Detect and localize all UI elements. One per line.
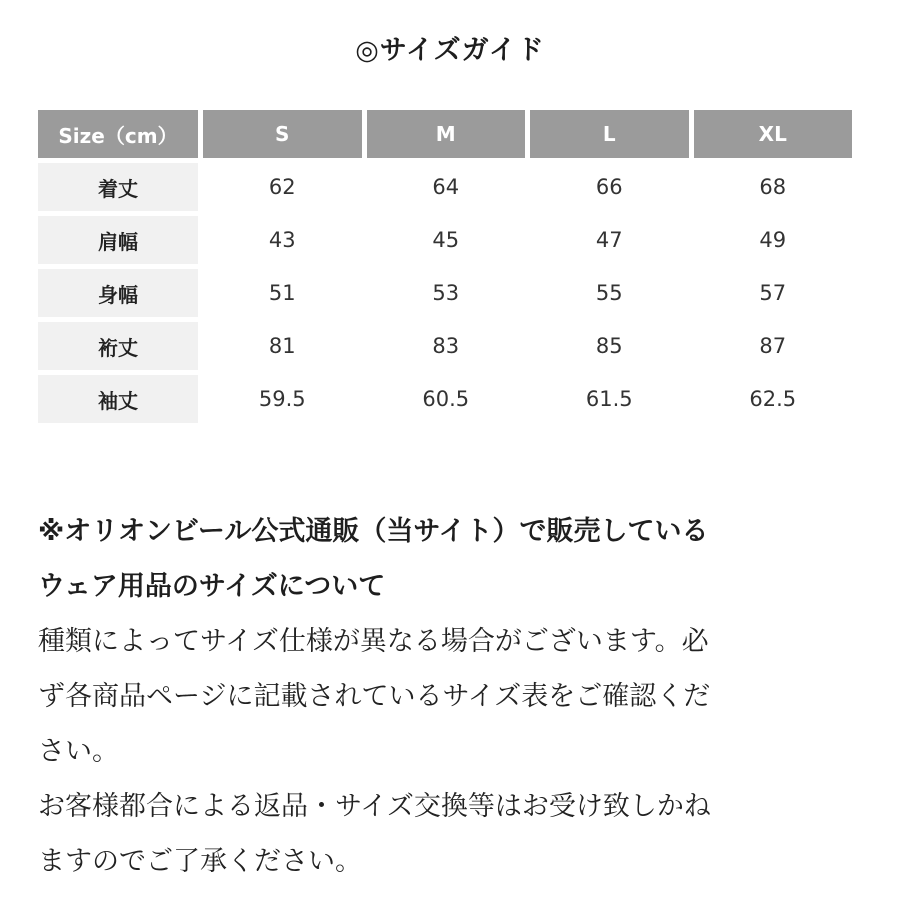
note-heading-line: ウェア用品のサイズについて [38, 571, 386, 602]
size-corner-header: Size（cm） [38, 110, 198, 158]
row-label: 身幅 [38, 269, 198, 317]
table-cell: 62.5 [694, 375, 853, 423]
table-cell: 51 [203, 269, 362, 317]
table-cell: 68 [694, 163, 853, 211]
row-label: 着丈 [38, 163, 198, 211]
size-header-row [38, 110, 852, 158]
note-heading-line: ※オリオンビール公式通販（当サイト）で販売している [38, 516, 709, 547]
table-cell: 59.5 [203, 375, 362, 423]
table-row [38, 269, 852, 317]
table-cell: 83 [367, 322, 526, 370]
table-row [38, 216, 852, 264]
table-cell: 43 [203, 216, 362, 264]
note-heading [38, 504, 868, 614]
table-cell: 61.5 [530, 375, 689, 423]
table-row [38, 322, 852, 370]
table-cell: 62 [203, 163, 362, 211]
row-label: 袖丈 [38, 375, 198, 423]
size-note [38, 504, 868, 889]
page-title: ◎サイズガイド [355, 35, 545, 66]
table-cell: 66 [530, 163, 689, 211]
table-cell: 87 [694, 322, 853, 370]
table-cell: 45 [367, 216, 526, 264]
table-cell: 64 [367, 163, 526, 211]
size-header-xl: XL [694, 110, 853, 158]
note-body-line: 種類によってサイズ仕様が異なる場合がございます。必 [38, 626, 709, 657]
size-table [33, 105, 857, 428]
table-row [38, 163, 852, 211]
note-body-line: お客様都合による返品・サイズ交換等はお受け致しかね [38, 791, 711, 822]
note-body-line: さい。 [38, 736, 119, 767]
table-cell: 47 [530, 216, 689, 264]
note-body-line: ず各商品ページに記載されているサイズ表をご確認くだ [38, 681, 711, 712]
table-cell: 85 [530, 322, 689, 370]
table-row [38, 375, 852, 423]
table-cell: 53 [367, 269, 526, 317]
table-cell: 49 [694, 216, 853, 264]
table-cell: 60.5 [367, 375, 526, 423]
size-header-m: M [367, 110, 526, 158]
note-body [38, 614, 868, 889]
table-cell: 57 [694, 269, 853, 317]
table-cell: 81 [203, 322, 362, 370]
note-body-line: ますのでご了承ください。 [38, 846, 362, 877]
size-header-s: S [203, 110, 362, 158]
row-label: 肩幅 [38, 216, 198, 264]
size-header-l: L [530, 110, 689, 158]
row-label: 裄丈 [38, 322, 198, 370]
table-cell: 55 [530, 269, 689, 317]
